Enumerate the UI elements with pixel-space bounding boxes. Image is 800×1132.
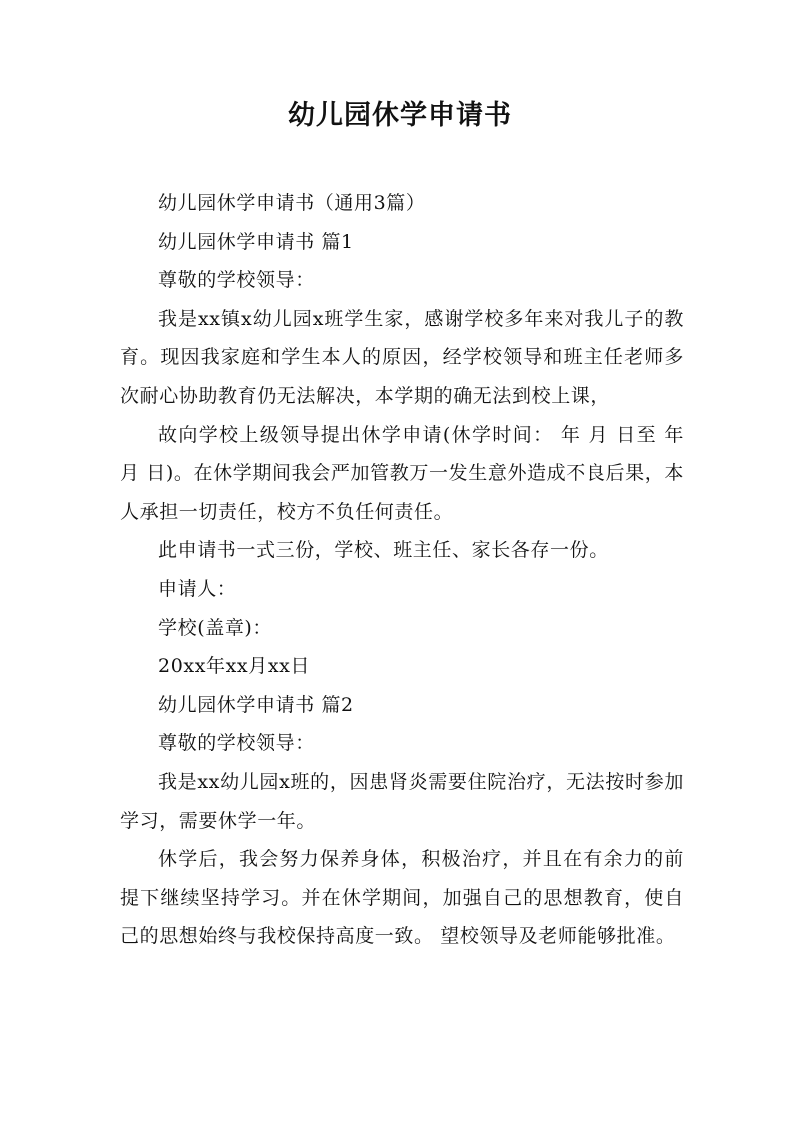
document-body bbox=[120, 184, 691, 956]
salutation-2: 尊敬的学校领导： bbox=[158, 732, 315, 755]
document-title: 幼儿园休学申请书 bbox=[288, 100, 512, 131]
paragraph-subtitle: 幼儿园休学申请书（通用3篇） bbox=[158, 192, 426, 214]
paragraph: 我是xx幼儿园x班的，因患肾炎需要住院治疗，无法按时参加学习，需要休学一年。 bbox=[120, 770, 684, 832]
school-seal-line: 学校(盖章)： bbox=[158, 616, 273, 639]
paragraph: 此申请书一式三份，学校、班主任、家长各存一份。 bbox=[158, 539, 609, 562]
date-line: 20xx年xx月xx日 bbox=[158, 655, 311, 678]
applicant-line: 申请人： bbox=[158, 577, 237, 600]
paragraph: 我是xx镇x幼儿园x班学生家，感谢学校多年来对我儿子的教育。现因我家庭和学生本人的原因，经学校领导和班主任老师多次耐心协助教育仍无法解决，本学期的确无法到校上课， bbox=[120, 307, 684, 407]
paragraph: 故向学校上级领导提出休学申请(休学时间： 年 月 日至 年 月 日)。在休学期间我会严加管教万一发生意外造成不良后果，本人承担一切责任，校方不负任何责任。 bbox=[120, 423, 691, 523]
salutation-1: 尊敬的学校领导： bbox=[158, 269, 315, 292]
section-heading-2: 幼儿园休学申请书 篇2 bbox=[158, 693, 354, 716]
paragraph: 休学后，我会努力保养身体，积极治疗，并且在有余力的前提下继续坚持学习。并在休学期间，加强自己的思想教育，使自己的思想始终与我校保持高度一致。 望校领导及老师能够批准。 bbox=[120, 848, 684, 948]
section-heading-1: 幼儿园休学申请书 篇1 bbox=[158, 230, 354, 253]
